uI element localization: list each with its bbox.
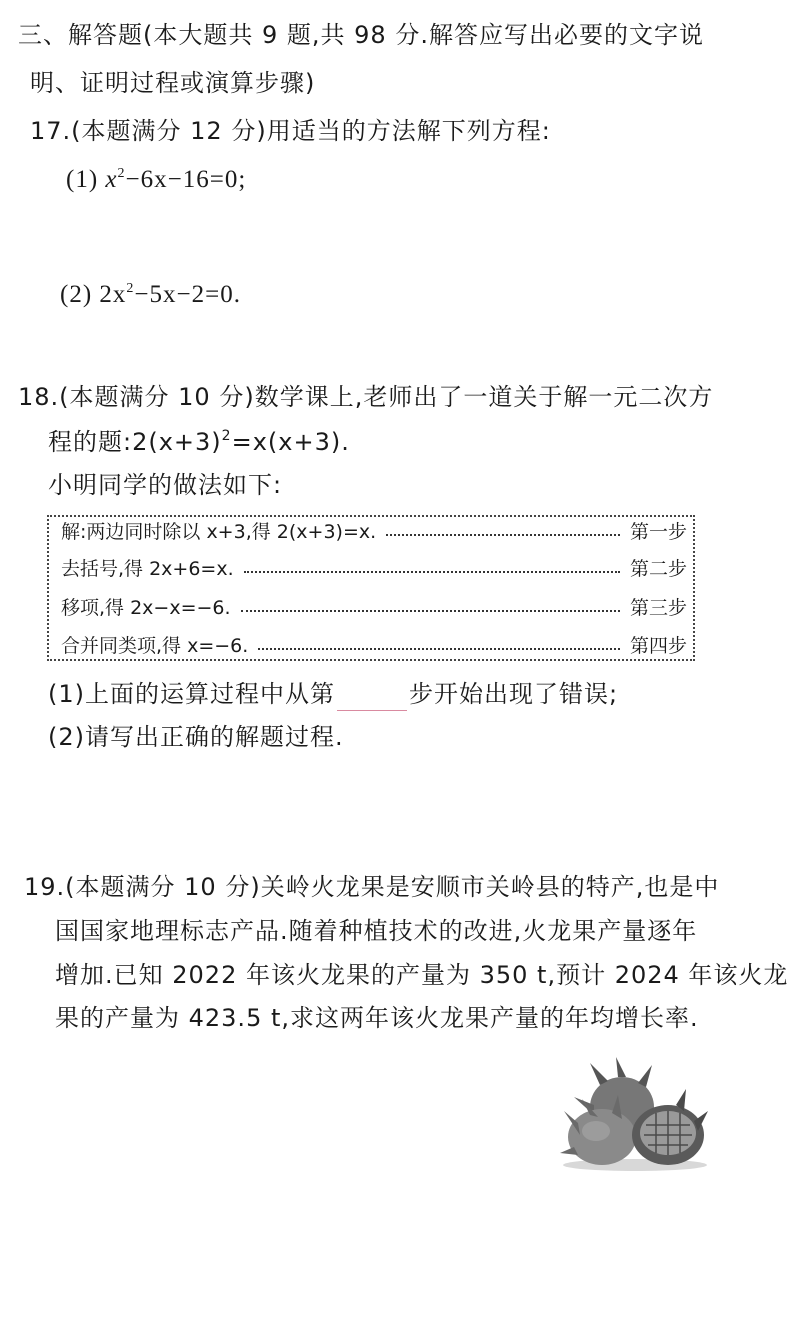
q19-line2: 国国家地理标志产品.随着种植技术的改进,火龙果产量逐年 xyxy=(55,917,698,945)
q17-part1-label: (1) xyxy=(66,166,99,193)
q17-part2-rest: −5x−2=0. xyxy=(134,281,241,308)
section-header-line2: 明、证明过程或演算步骤) xyxy=(30,69,316,97)
q18-step-2-label: 第二步 xyxy=(629,558,687,580)
q19-line3: 增加.已知 2022 年该火龙果的产量为 350 t,预计 2024 年该火龙 xyxy=(55,961,789,989)
q18-solution-box xyxy=(47,515,695,661)
q18-step-3 xyxy=(61,593,687,623)
q18-sub1-post: 步开始出现了错误; xyxy=(409,680,619,708)
leader-dots xyxy=(258,648,620,650)
q18-intro: 小明同学的做法如下: xyxy=(48,471,283,499)
section-header-line1: 三、解答题(本大题共 9 题,共 98 分.解答应写出必要的文字说 xyxy=(18,21,704,49)
q18-stem-line1: 18.(本题满分 10 分)数学课上,老师出了一道关于解一元二次方 xyxy=(18,383,714,411)
q18-step-1-text: 解:两边同时除以 x+3,得 2(x+3)=x. xyxy=(61,521,377,543)
q17-part1-exp: 2 xyxy=(117,166,126,181)
q18-sub1-pre: (1)上面的运算过程中从第 xyxy=(48,680,335,708)
q18-step-1-label: 第一步 xyxy=(629,521,687,543)
q18-stem-line2 xyxy=(48,425,350,459)
q18-step-2-text: 去括号,得 2x+6=x. xyxy=(61,558,234,580)
leader-dots xyxy=(241,610,620,612)
q17-part1-rest: −6x−16=0; xyxy=(125,166,247,193)
q19-line4: 果的产量为 423.5 t,求这两年该火龙果产量的年均增长率. xyxy=(55,1004,699,1032)
leader-dots xyxy=(244,571,620,573)
q18-step-2 xyxy=(61,554,687,584)
q17-part2-label: (2) xyxy=(60,281,93,308)
q18-equation-left: 程的题:2(x+3) xyxy=(48,428,222,456)
q18-step-3-text: 移项,得 2x−x=−6. xyxy=(61,597,231,619)
q18-equation-exp: 2 xyxy=(221,428,232,444)
answer-blank[interactable] xyxy=(337,684,407,711)
leader-dots xyxy=(386,534,620,536)
q18-sub2: (2)请写出正确的解题过程. xyxy=(48,723,344,751)
q18-sub1 xyxy=(48,677,618,711)
q18-step-1 xyxy=(61,517,687,547)
q17-part2-term: 2x xyxy=(99,281,127,308)
q17-part2-exp: 2 xyxy=(126,281,135,296)
q17-part1-var: x xyxy=(105,166,118,193)
q19-line1: 19.(本题满分 10 分)关岭火龙果是安顺市关岭县的特产,也是中 xyxy=(24,873,720,901)
q18-step-4 xyxy=(61,631,687,661)
q17-part1 xyxy=(66,163,246,197)
q18-step-3-label: 第三步 xyxy=(629,597,687,619)
q18-step-4-text: 合并同类项,得 x=−6. xyxy=(61,635,249,657)
q17-stem: 17.(本题满分 12 分)用适当的方法解下列方程: xyxy=(30,117,551,145)
q18-step-4-label: 第四步 xyxy=(629,635,687,657)
q17-part2 xyxy=(60,278,241,312)
dragon-fruit-illustration xyxy=(560,1055,710,1173)
q18-equation-right: =x(x+3). xyxy=(231,428,350,456)
